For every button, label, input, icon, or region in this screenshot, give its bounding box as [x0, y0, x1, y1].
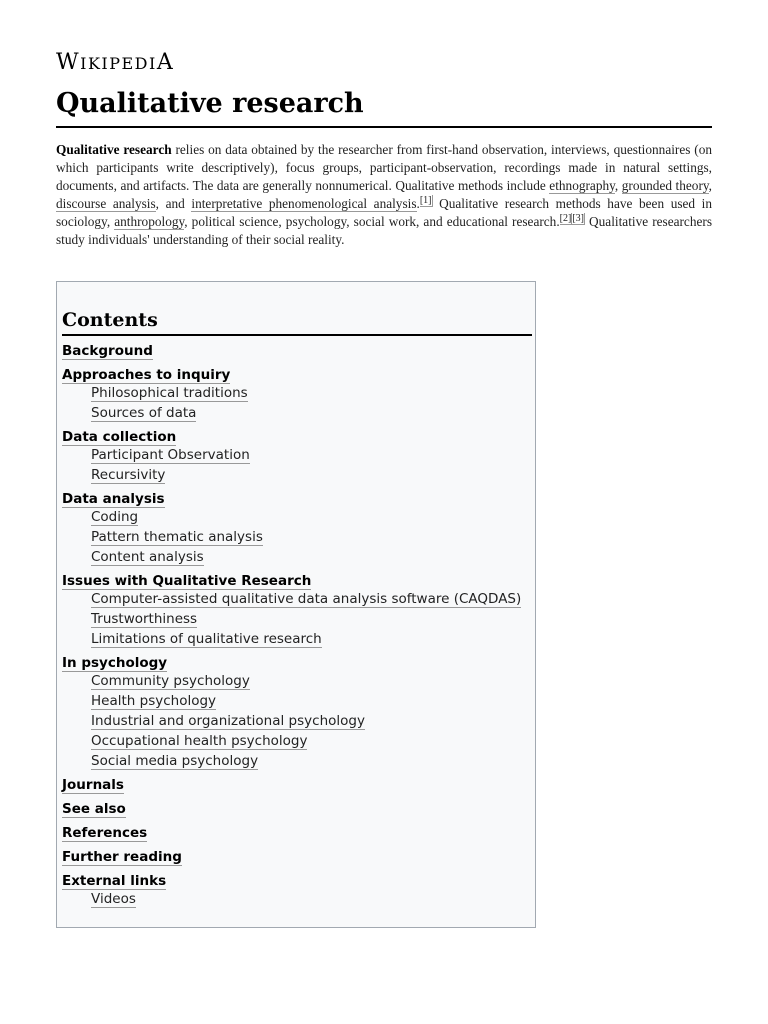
intro-text: , [708, 178, 712, 193]
toc-item-participant-observation[interactable]: Participant Observation [91, 447, 250, 463]
toc-title: Contents [62, 306, 532, 336]
intro-text: relies on data obtained by the researcher from first-hand observation, interviews, questionnaires (on which participants write descriptively), focus groups, participant-observation, recordings made in natural settings, documents, and artifacts. The data are generally nonnumerical. Qualitative methods include [56, 142, 712, 193]
toc-item-journals[interactable]: Journals [62, 777, 124, 793]
intro-paragraph [56, 141, 712, 249]
link-interpretative-phenomenological-analysis[interactable]: interpretative phenomenological analysis [191, 196, 417, 211]
toc-item-content-analysis[interactable]: Content analysis [91, 549, 204, 565]
toc-item-see-also[interactable]: See also [62, 801, 126, 817]
toc-item-philosophical-traditions[interactable]: Philosophical traditions [91, 385, 248, 401]
toc-item-health-psychology[interactable]: Health psychology [91, 693, 217, 709]
toc-item-sources-of-data[interactable]: Sources of data [91, 405, 197, 421]
link-discourse-analysis[interactable]: discourse analysis [56, 196, 156, 211]
toc-item-pattern-thematic-analysis[interactable]: Pattern thematic analysis [91, 529, 263, 545]
toc-item-data-analysis[interactable]: Data analysis [62, 491, 165, 507]
toc-item-references[interactable]: References [62, 825, 148, 841]
toc-item-videos[interactable]: Videos [91, 891, 136, 907]
link-anthropology[interactable]: anthropology [114, 214, 185, 229]
toc-item-external-links[interactable]: External links [62, 873, 167, 889]
toc-item-further-reading[interactable]: Further reading [62, 849, 182, 865]
wikipedia-logo[interactable] [56, 50, 174, 75]
table-of-contents [56, 281, 536, 928]
reference-label[interactable]: [1] [419, 194, 432, 206]
intro-text: Qualitative researchers study individuals' understanding of their social reality. [56, 214, 712, 247]
toc-item-computer-assisted-qualitative-data-analysis-software-caqdas[interactable]: Computer-assisted qualitative data analysis software (CAQDAS) [91, 591, 522, 607]
intro-text: , political science, psychology, social work, and educational research. [184, 214, 560, 229]
link-ethnography[interactable]: ethnography [549, 178, 615, 193]
toc-item-trustworthiness[interactable]: Trustworthiness [91, 611, 198, 627]
toc-item-recursivity[interactable]: Recursivity [91, 467, 166, 483]
toc-item-approaches-to-inquiry[interactable]: Approaches to inquiry [62, 367, 231, 383]
link-grounded-theory[interactable]: grounded theory [621, 178, 709, 193]
reference-2[interactable] [560, 213, 573, 225]
toc-item-background[interactable]: Background [62, 343, 153, 359]
logo-letter-a: A [156, 50, 175, 75]
page-title: Qualitative research [56, 84, 712, 128]
intro-bold-term: Qualitative research [56, 142, 172, 157]
logo-middle: IKIPEDI [80, 54, 157, 73]
reference-label[interactable]: [3] [572, 212, 584, 224]
toc-item-industrial-and-organizational-psychology[interactable]: Industrial and organizational psychology [91, 713, 365, 729]
toc-item-community-psychology[interactable]: Community psychology [91, 673, 250, 689]
reference-label[interactable]: [2] [559, 212, 572, 224]
toc-item-coding[interactable]: Coding [91, 509, 139, 525]
toc-item-issues-with-qualitative-research[interactable]: Issues with Qualitative Research [62, 573, 312, 589]
reference-3[interactable] [572, 213, 585, 225]
intro-text: Qualitative research methods have been used in sociology, [56, 196, 713, 229]
toc-item-data-collection[interactable]: Data collection [62, 429, 177, 445]
logo-letter-w: W [56, 50, 81, 75]
intro-text: , [614, 178, 622, 193]
intro-text: , and [155, 196, 192, 211]
reference-1[interactable] [420, 195, 433, 207]
toc-item-limitations-of-qualitative-research[interactable]: Limitations of qualitative research [91, 631, 322, 647]
intro-text: . [416, 196, 420, 211]
toc-item-occupational-health-psychology[interactable]: Occupational health psychology [91, 733, 308, 749]
toc-item-in-psychology[interactable]: In psychology [62, 655, 168, 671]
toc-item-social-media-psychology[interactable]: Social media psychology [91, 753, 259, 769]
